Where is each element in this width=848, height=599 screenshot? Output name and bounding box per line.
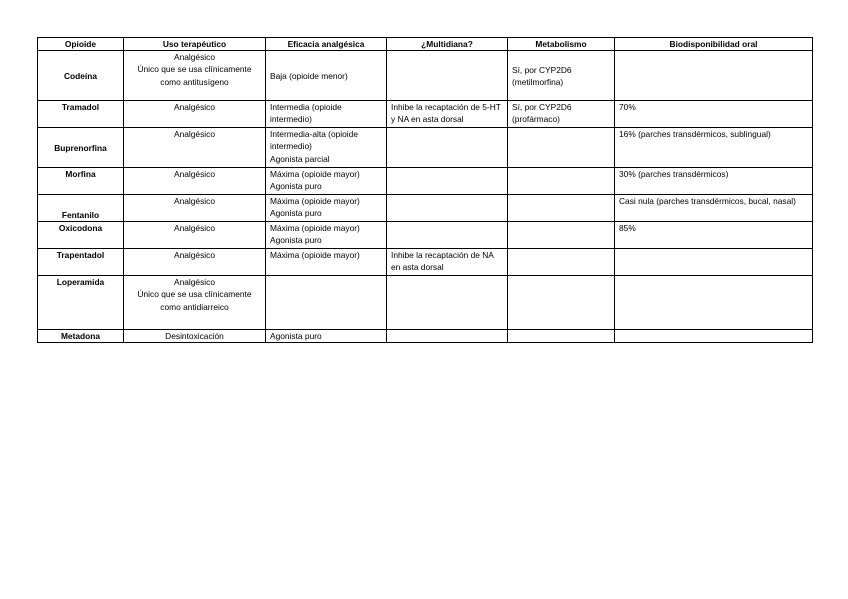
cell-eficacia: Máxima (opioide mayor) Agonista puro [266,195,387,222]
cell-multidiana [387,128,508,168]
cell-biodisponibilidad: 85% [615,222,813,249]
cell-metabolismo [508,330,615,343]
cell-opioide: Oxicodona [38,222,124,249]
cell-uso: Analgésico Único que se usa clínicamente como antitusígeno [124,51,266,101]
header-multidiana: ¿Multidiana? [387,38,508,51]
cell-uso: Analgésico [124,168,266,195]
table-row [38,222,813,249]
cell-opioide: Trapentadol [38,249,124,276]
table-row [38,276,813,330]
cell-multidiana [387,51,508,101]
opioid-comparison-table [37,37,813,343]
cell-metabolismo: Sí, por CYP2D6 (metilmorfina) [508,51,615,101]
cell-opioide: Buprenorfina [38,128,124,168]
cell-biodisponibilidad [615,276,813,330]
cell-biodisponibilidad [615,51,813,101]
table-row [38,249,813,276]
cell-metabolismo [508,249,615,276]
cell-multidiana [387,276,508,330]
header-opioide: Opioide [38,38,124,51]
table-header [38,38,813,51]
cell-uso: Analgésico [124,249,266,276]
cell-opioide: Fentanilo [38,195,124,222]
header-uso-terapeutico: Uso terapéutico [124,38,266,51]
cell-eficacia: Intermedia (opioide intermedio) [266,101,387,128]
cell-metabolismo [508,276,615,330]
cell-biodisponibilidad [615,330,813,343]
cell-multidiana: Inhibe la recaptación de 5-HT y NA en asta dorsal [387,101,508,128]
table-row [38,51,813,101]
cell-biodisponibilidad: Casi nula (parches transdérmicos, bucal, nasal) [615,195,813,222]
cell-multidiana [387,195,508,222]
cell-uso: Analgésico [124,195,266,222]
header-eficacia-analgesica: Eficacia analgésica [266,38,387,51]
table-row [38,168,813,195]
cell-eficacia: Máxima (opioide mayor) Agonista puro [266,168,387,195]
cell-eficacia: Máxima (opioide mayor) [266,249,387,276]
table-row [38,101,813,128]
cell-eficacia: Agonista puro [266,330,387,343]
cell-uso: Analgésico Único que se usa clínicamente como antidiarreico [124,276,266,330]
cell-metabolismo [508,195,615,222]
cell-uso: Analgésico [124,222,266,249]
cell-multidiana [387,168,508,195]
cell-biodisponibilidad: 30% (parches transdérmicos) [615,168,813,195]
table-body [38,51,813,343]
cell-biodisponibilidad [615,249,813,276]
cell-multidiana [387,222,508,249]
cell-opioide: Metadona [38,330,124,343]
cell-eficacia: Máxima (opioide mayor) Agonista puro [266,222,387,249]
cell-metabolismo [508,128,615,168]
cell-uso: Analgésico [124,128,266,168]
cell-opioide: Tramadol [38,101,124,128]
header-row [38,38,813,51]
cell-metabolismo: Sí, por CYP2D6 (profármaco) [508,101,615,128]
cell-multidiana: Inhibe la recaptación de NA en asta dorsal [387,249,508,276]
table-row [38,195,813,222]
cell-multidiana [387,330,508,343]
cell-uso: Desintoxicación [124,330,266,343]
cell-uso: Analgésico [124,101,266,128]
cell-biodisponibilidad: 70% [615,101,813,128]
cell-opioide: Loperamida [38,276,124,330]
cell-eficacia [266,276,387,330]
cell-biodisponibilidad: 16% (parches transdérmicos, sublingual) [615,128,813,168]
cell-metabolismo [508,222,615,249]
cell-metabolismo [508,168,615,195]
cell-eficacia: Intermedia-alta (opioide intermedio) Agonista parcial [266,128,387,168]
cell-opioide: Morfina [38,168,124,195]
header-metabolismo: Metabolismo [508,38,615,51]
header-biodisponibilidad-oral: Biodisponibilidad oral [615,38,813,51]
cell-eficacia: Baja (opioide menor) [266,51,387,101]
cell-opioide: Codeína [38,51,124,101]
table-row [38,128,813,168]
table-row [38,330,813,343]
